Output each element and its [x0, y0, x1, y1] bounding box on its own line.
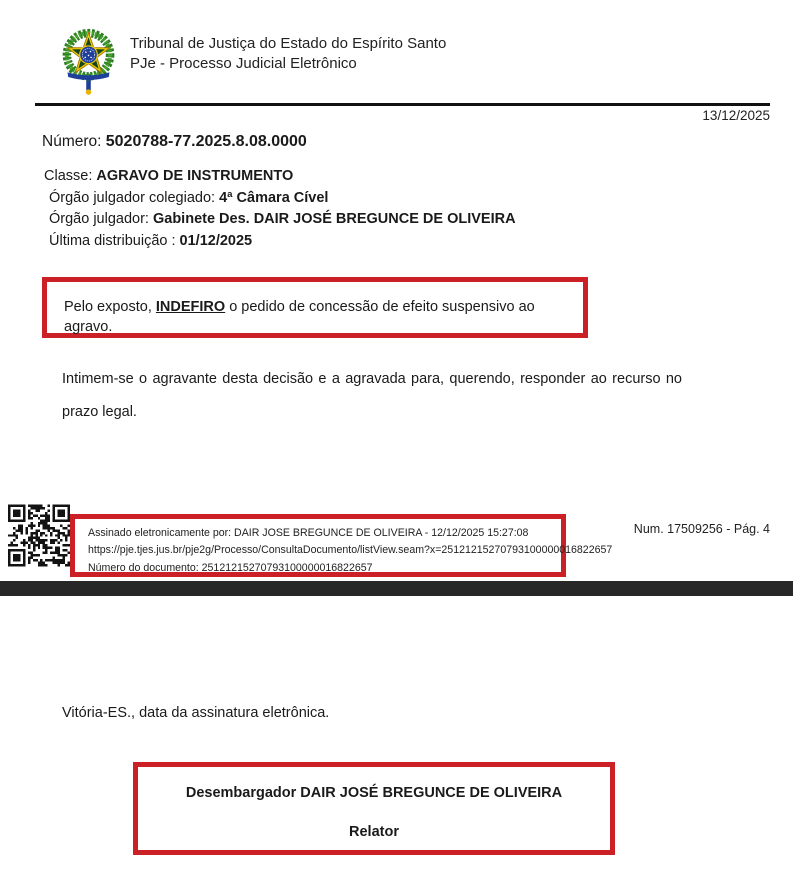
decision-suffix: o pedido de concessão de efeito suspensivo ao agravo. — [64, 299, 535, 335]
place-and-date-line: Vitória-ES., data da assinatura eletrônica. — [62, 705, 330, 721]
decision-prefix: Pelo exposto, — [64, 299, 156, 315]
coat-of-arms-icon — [55, 24, 122, 96]
page-reference: Num. 17509256 - Pág. 4 — [633, 522, 770, 536]
process-number-label: Número: — [42, 133, 106, 150]
field-ultima-distribuicao — [44, 231, 516, 253]
field-orgao-colegiado-label: Órgão julgador colegiado: — [49, 189, 220, 206]
field-classe-label: Classe: — [44, 168, 97, 184]
signer-role: Relator — [349, 824, 399, 840]
intimation-paragraph: Intimem-se o agravante desta decisão e a agravada para, querendo, responder ao recurso no prazo legal. — [62, 371, 682, 420]
process-fields — [44, 166, 516, 252]
decision-emphasis: INDEFIRO — [155, 299, 226, 315]
signature-document-number: Número do documento: 25121215270793100000016822657 — [88, 561, 373, 574]
process-number-value: 5020788-77.2025.8.08.0000 — [105, 133, 307, 150]
field-ultima-distribuicao-label: Última distribuição : — [49, 232, 180, 249]
process-number-line — [42, 133, 307, 151]
field-orgao-julgador-label: Órgão julgador: — [49, 211, 153, 227]
field-ultima-distribuicao-value: 01/12/2025 — [179, 232, 253, 249]
signature-text — [75, 519, 613, 577]
signer-name: Desembargador DAIR JOSÉ BREGUNCE DE OLIVEIRA — [185, 785, 563, 801]
field-orgao-julgador-value: Gabinete Des. DAIR JOSÉ BREGUNCE DE OLIVEIRA — [152, 211, 516, 227]
field-orgao-colegiado-value: 4ª Câmara Cível — [219, 189, 329, 206]
field-orgao-julgador — [44, 209, 516, 231]
field-classe — [44, 166, 516, 188]
field-classe-value: AGRAVO DE INSTRUMENTO — [96, 168, 294, 184]
decision-text — [47, 282, 583, 337]
signature-highlight-box — [70, 514, 613, 577]
system-name: PJe - Processo Judicial Eletrônico — [130, 54, 357, 72]
header-divider — [35, 103, 770, 106]
decision-highlight-box — [42, 277, 588, 338]
header-org-block — [130, 34, 446, 73]
qr-code — [8, 504, 70, 567]
signature-signed-by: Assinado eletronicamente por: DAIR JOSE BREGUNCE DE OLIVEIRA - 12/12/2025 15:27:08 — [88, 527, 529, 539]
page-separator-bar — [0, 581, 793, 596]
document-date: 13/12/2025 — [702, 108, 770, 123]
signer-highlight-box — [133, 762, 615, 855]
field-orgao-colegiado — [44, 188, 516, 210]
org-name: Tribunal de Justiça do Estado do Espírito Santo — [130, 35, 447, 52]
signature-verification-url: https://pje.tjes.jus.br/pje2g/Processo/ConsultaDocumento/listView.seam?x=25121215270793100000016822657 — [88, 544, 613, 557]
